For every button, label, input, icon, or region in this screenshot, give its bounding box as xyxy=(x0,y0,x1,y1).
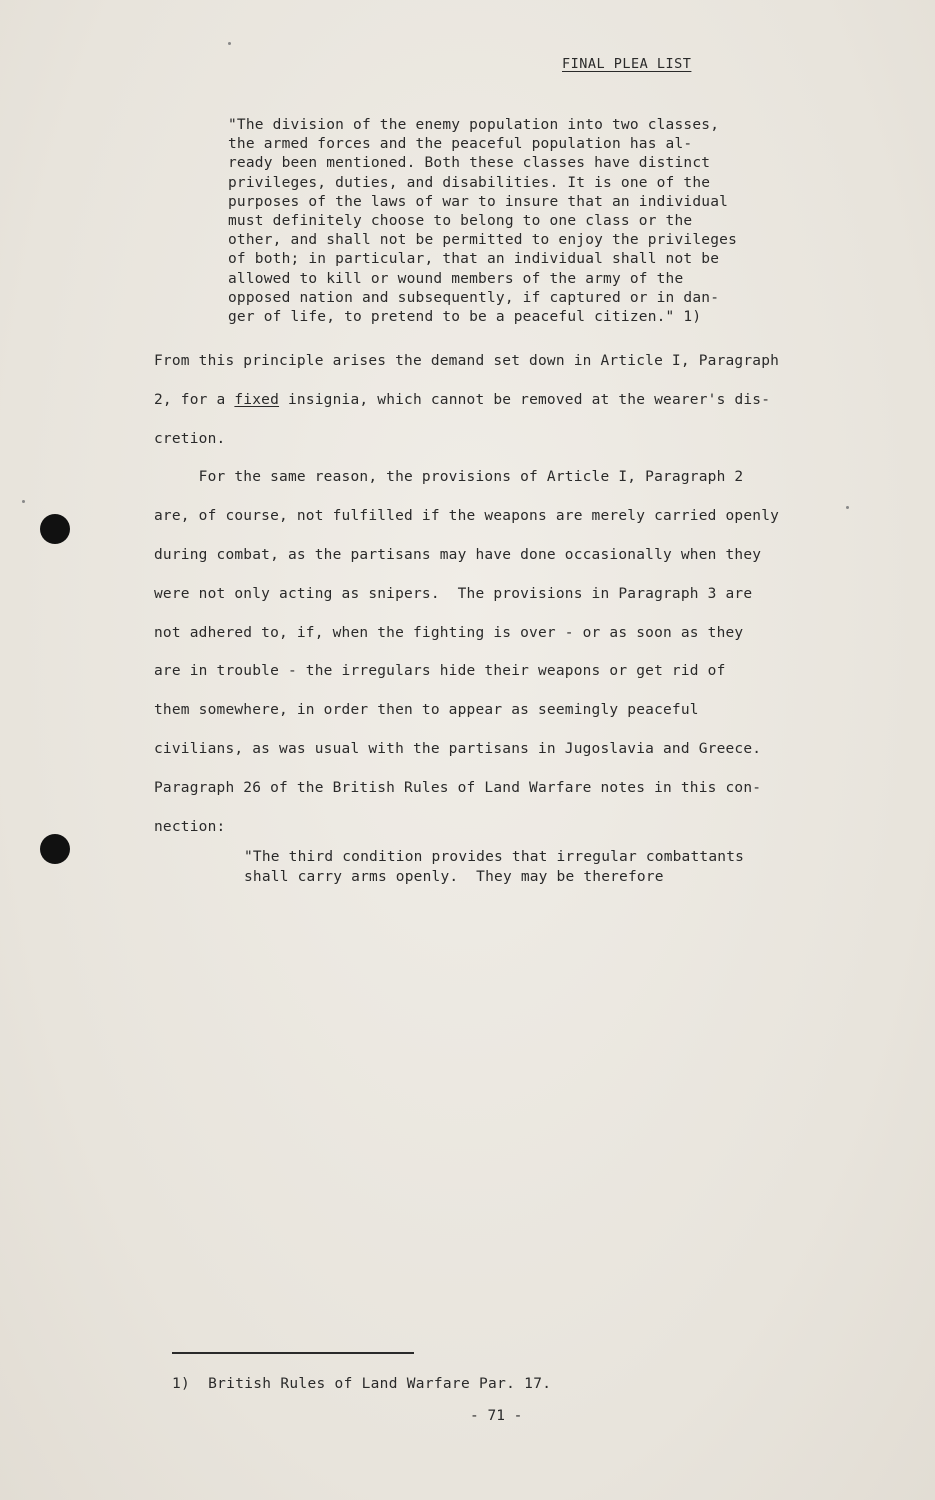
paper-speck xyxy=(228,42,231,45)
body-line: not adhered to, if, when the fighting is over - or as soon as they xyxy=(154,624,744,641)
quote-line: purposes of the laws of war to insure that an individual xyxy=(228,193,729,210)
body-line-fragment: 2, for a xyxy=(154,391,235,408)
body-line: From this principle arises the demand set down in Article I, Paragraph xyxy=(154,353,780,369)
quote-line: must definitely choose to belong to one class or the xyxy=(228,213,693,230)
paper-speck xyxy=(22,500,25,503)
body-line: were not only acting as snipers. The provisions in Paragraph 3 are xyxy=(154,585,753,602)
footnote: 1) British Rules of Land Warfare Par. 17. xyxy=(172,1376,552,1392)
quote-line: shall carry arms openly. They may be therefore xyxy=(244,868,664,885)
quote-line: allowed to kill or wound members of the army of the xyxy=(228,270,684,287)
body-line: For the same reason, the provisions of Article I, Paragraph 2 xyxy=(154,469,744,486)
page-header: FINAL PLEA LIST xyxy=(562,56,692,72)
body-line: cretion. xyxy=(154,430,226,447)
quote-line: "The third condition provides that irregular combattants xyxy=(244,849,745,865)
quote-line: the armed forces and the peaceful population has al- xyxy=(228,136,693,153)
body-line: are in trouble - the irregulars hide their weapons or get rid of xyxy=(154,663,726,680)
quote-line: "The division of the enemy population into two classes, xyxy=(228,117,720,133)
page-number: - 71 - xyxy=(470,1408,523,1424)
quote-line: ready been mentioned. Both these classes have distinct xyxy=(228,155,711,172)
body-line: during combat, as the partisans may have done occasionally when they xyxy=(154,546,762,563)
block-quote-1 xyxy=(228,116,808,327)
quote-line: opposed nation and subsequently, if captured or in dan- xyxy=(228,289,720,306)
punch-hole-bottom xyxy=(40,834,70,864)
quote-line: of both; in particular, that an individual shall not be xyxy=(228,251,720,268)
body-line xyxy=(154,381,854,420)
body-line: Paragraph 26 of the British Rules of Land Warfare notes in this con- xyxy=(154,779,762,796)
body-line: nection: xyxy=(154,818,226,835)
body-line: them somewhere, in order then to appear as seemingly peaceful xyxy=(154,702,699,719)
underlined-word: fixed xyxy=(234,391,280,408)
punch-hole-top xyxy=(40,514,70,544)
quote-line: other, and shall not be permitted to enjoy the privileges xyxy=(228,232,737,249)
body-text xyxy=(154,342,854,846)
body-line: are, of course, not fulfilled if the weapons are merely carried openly xyxy=(154,508,780,525)
body-line-fragment: insignia, which cannot be removed at the wearer's dis- xyxy=(279,391,771,408)
quote-line: ger of life, to pretend to be a peaceful citizen." 1) xyxy=(228,309,702,326)
body-line: civilians, as was usual with the partisans in Jugoslavia and Greece. xyxy=(154,740,762,757)
footnote-divider xyxy=(172,1352,414,1354)
quote-line: privileges, duties, and disabilities. It is one of the xyxy=(228,174,711,191)
block-quote-2 xyxy=(244,848,824,887)
